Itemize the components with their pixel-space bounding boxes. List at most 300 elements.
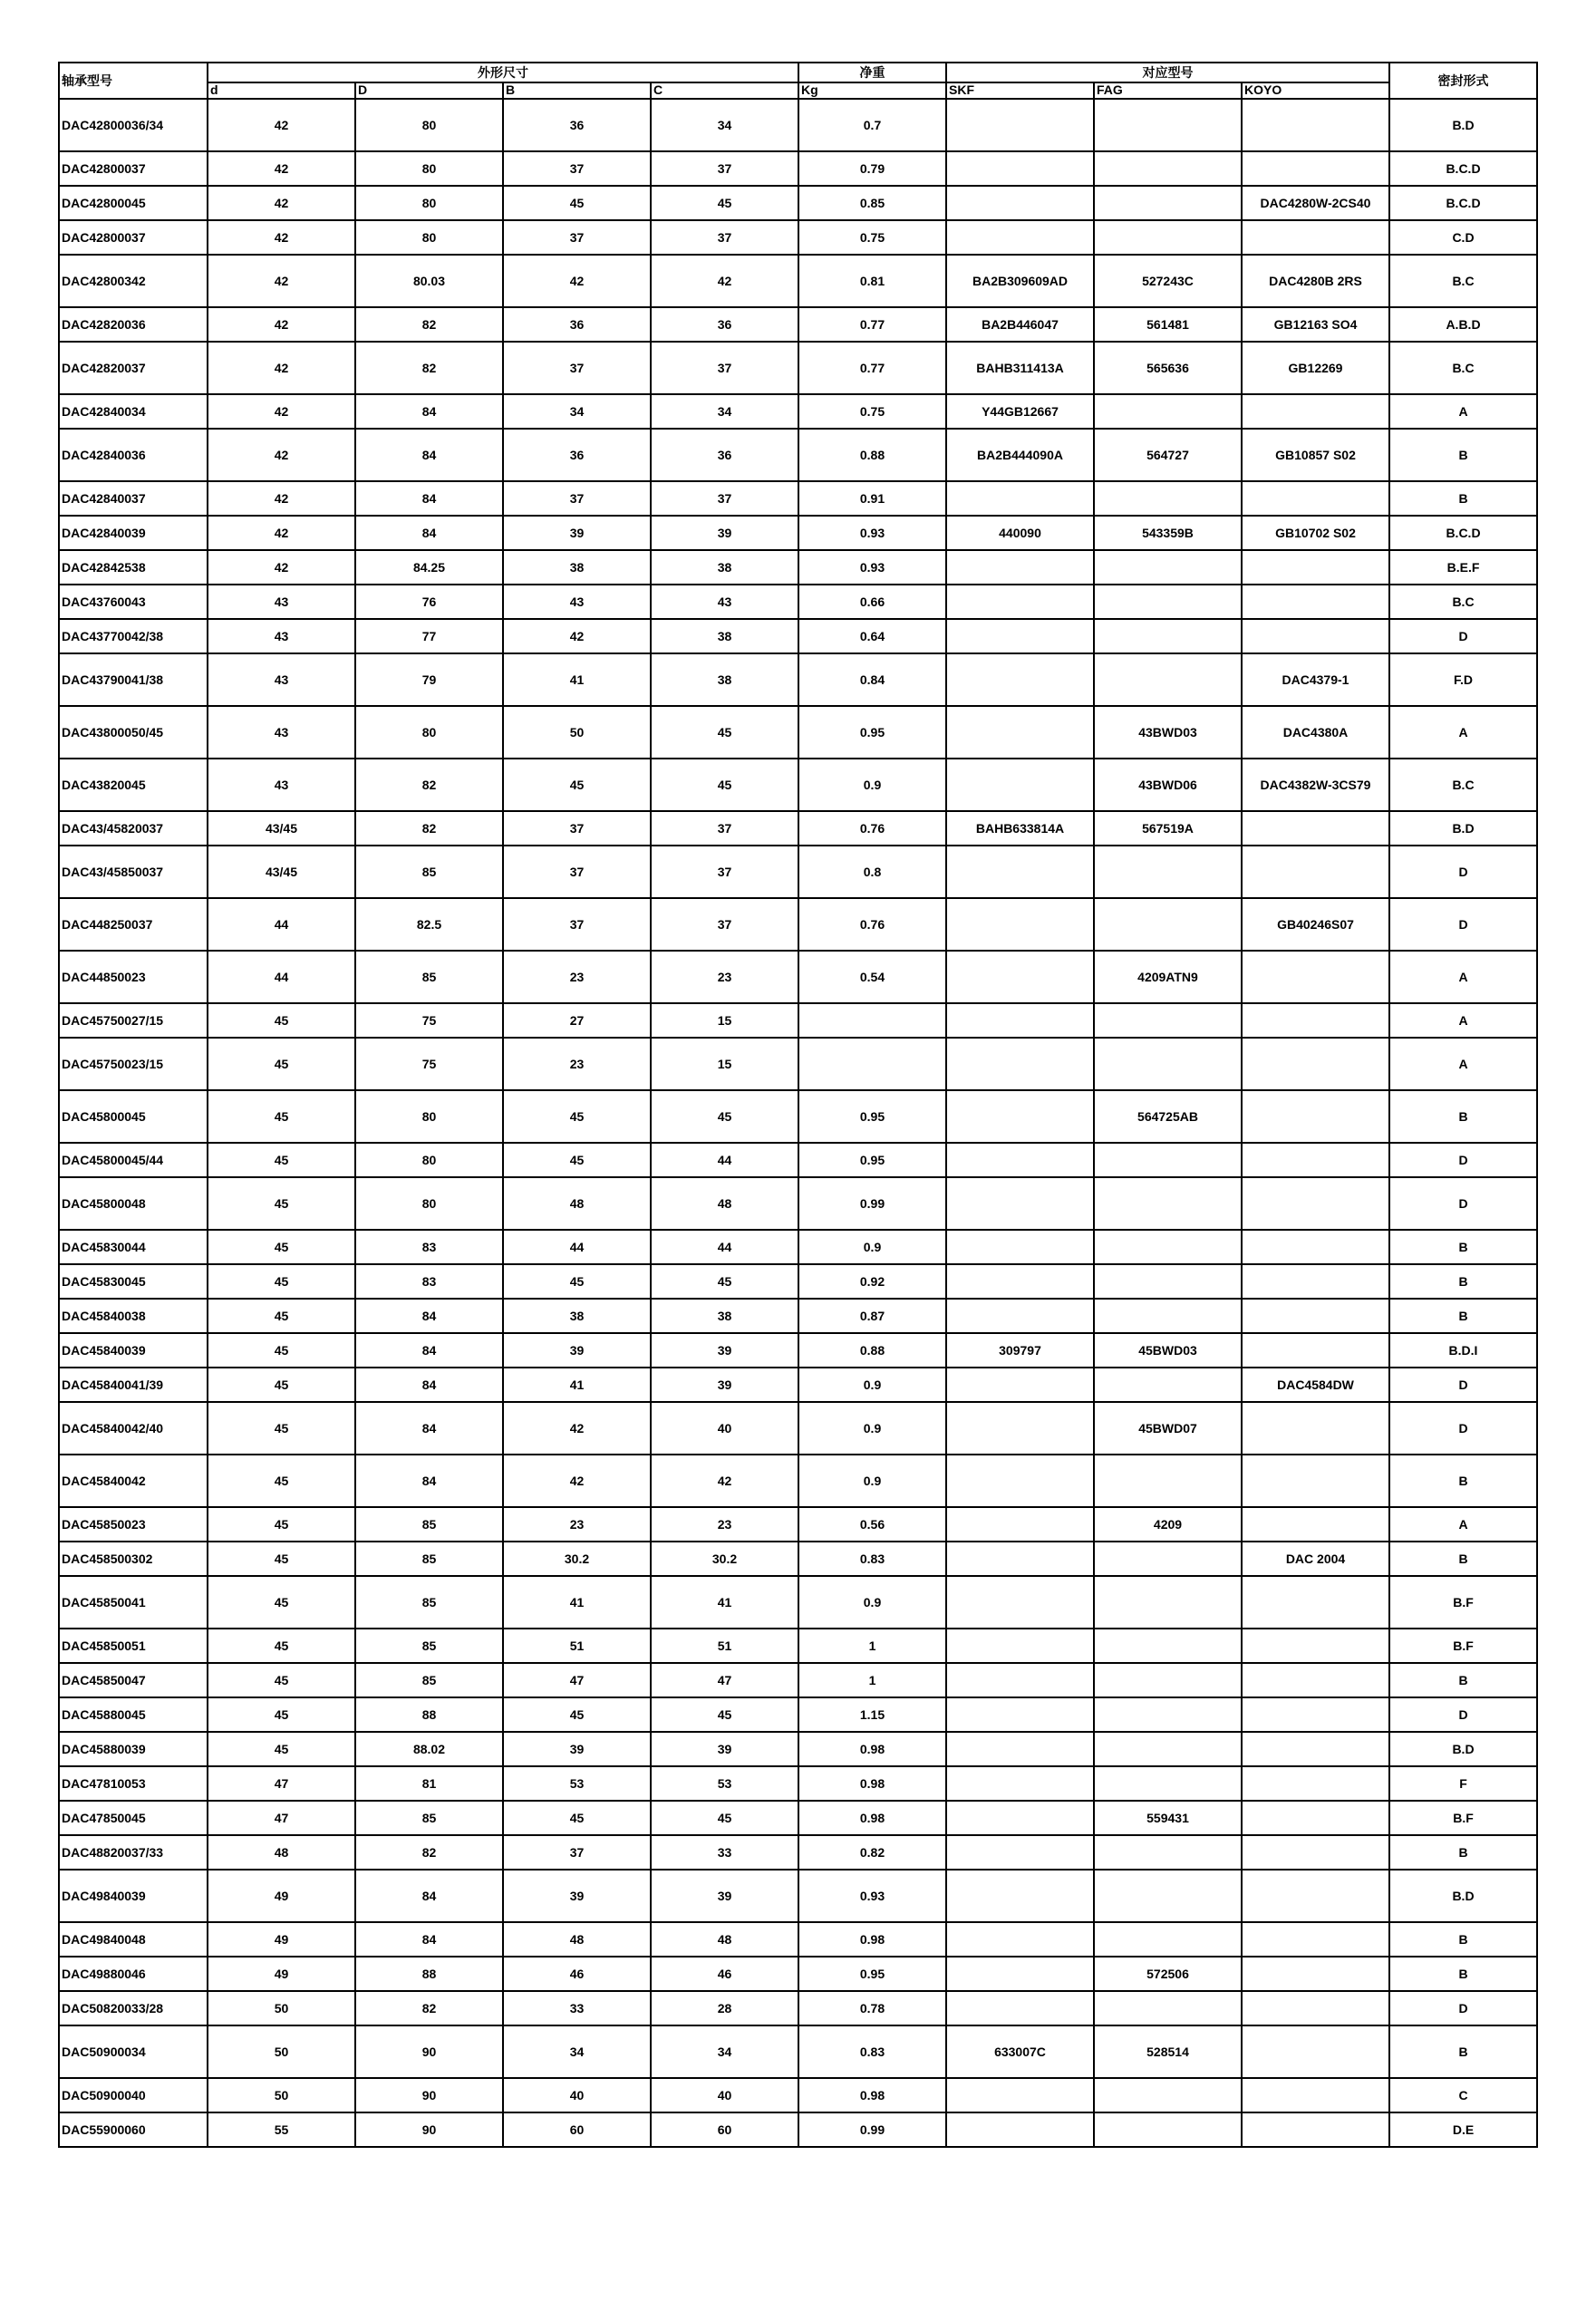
cell-D: 75 — [355, 1038, 503, 1090]
cell-skf — [946, 1368, 1094, 1402]
cell-C: 30.2 — [651, 1542, 798, 1576]
cell-D: 85 — [355, 1801, 503, 1835]
cell-koyo — [1242, 151, 1389, 186]
cell-koyo — [1242, 1230, 1389, 1264]
header-D: D — [355, 82, 503, 99]
cell-kg: 0.84 — [798, 653, 946, 706]
cell-d: 43 — [208, 759, 355, 811]
cell-skf — [946, 1177, 1094, 1230]
cell-skf — [946, 585, 1094, 619]
table-row — [59, 1663, 1537, 1697]
cell-kg: 0.93 — [798, 1870, 946, 1922]
cell-seal: D — [1389, 1143, 1537, 1177]
cell-fag: 572506 — [1094, 1957, 1242, 1991]
cell-B: 44 — [503, 1230, 651, 1264]
cell-seal: D — [1389, 619, 1537, 653]
cell-C: 23 — [651, 951, 798, 1003]
table-body — [59, 99, 1537, 2147]
cell-B: 48 — [503, 1177, 651, 1230]
cell-B: 42 — [503, 1402, 651, 1455]
cell-kg — [798, 1003, 946, 1038]
table-row — [59, 342, 1537, 394]
cell-seal: B.C — [1389, 585, 1537, 619]
cell-B: 42 — [503, 619, 651, 653]
cell-D: 88 — [355, 1697, 503, 1732]
cell-C: 42 — [651, 255, 798, 307]
cell-C: 47 — [651, 1663, 798, 1697]
cell-model: DAC45840039 — [59, 1333, 208, 1368]
table-row — [59, 220, 1537, 255]
table-row — [59, 759, 1537, 811]
cell-d: 47 — [208, 1801, 355, 1835]
cell-skf — [946, 1003, 1094, 1038]
cell-B: 50 — [503, 706, 651, 759]
cell-B: 36 — [503, 99, 651, 151]
cell-fag — [1094, 846, 1242, 898]
cell-koyo — [1242, 1090, 1389, 1143]
table-row — [59, 951, 1537, 1003]
cell-skf — [946, 653, 1094, 706]
cell-C: 34 — [651, 99, 798, 151]
cell-C: 37 — [651, 846, 798, 898]
cell-kg: 0.9 — [798, 759, 946, 811]
table-row — [59, 1870, 1537, 1922]
cell-model: DAC45750023/15 — [59, 1038, 208, 1090]
cell-model: DAC43770042/38 — [59, 619, 208, 653]
cell-model: DAC50900034 — [59, 2025, 208, 2078]
cell-B: 48 — [503, 1922, 651, 1957]
cell-B: 37 — [503, 811, 651, 846]
cell-D: 82 — [355, 1991, 503, 2025]
cell-fag — [1094, 1766, 1242, 1801]
cell-fag — [1094, 1663, 1242, 1697]
cell-skf — [946, 846, 1094, 898]
cell-model: DAC50900040 — [59, 2078, 208, 2112]
cell-fag — [1094, 1264, 1242, 1299]
cell-B: 36 — [503, 307, 651, 342]
table-row — [59, 1177, 1537, 1230]
cell-skf — [946, 186, 1094, 220]
table-row — [59, 307, 1537, 342]
cell-fag: 559431 — [1094, 1801, 1242, 1835]
cell-B: 39 — [503, 516, 651, 550]
cell-B: 37 — [503, 481, 651, 516]
cell-koyo — [1242, 1629, 1389, 1663]
cell-B: 53 — [503, 1766, 651, 1801]
cell-D: 84 — [355, 1402, 503, 1455]
cell-kg: 0.95 — [798, 1143, 946, 1177]
cell-kg: 0.98 — [798, 1766, 946, 1801]
cell-seal: B.C — [1389, 255, 1537, 307]
cell-B: 42 — [503, 255, 651, 307]
table-row — [59, 1402, 1537, 1455]
header-weight-group: 净重 — [798, 63, 946, 82]
cell-skf: 440090 — [946, 516, 1094, 550]
cell-fag: 567519A — [1094, 811, 1242, 846]
cell-koyo: DAC4584DW — [1242, 1368, 1389, 1402]
cell-seal: D.E — [1389, 2112, 1537, 2147]
cell-koyo — [1242, 550, 1389, 585]
cell-d: 45 — [208, 1576, 355, 1629]
table-row — [59, 811, 1537, 846]
cell-koyo — [1242, 394, 1389, 429]
cell-fag — [1094, 481, 1242, 516]
cell-D: 90 — [355, 2078, 503, 2112]
cell-B: 45 — [503, 759, 651, 811]
table-row — [59, 99, 1537, 151]
cell-d: 44 — [208, 951, 355, 1003]
table-row — [59, 653, 1537, 706]
cell-model: DAC45830045 — [59, 1264, 208, 1299]
cell-skf — [946, 1801, 1094, 1835]
cell-D: 80 — [355, 706, 503, 759]
cell-d: 45 — [208, 1143, 355, 1177]
cell-model: DAC44850023 — [59, 951, 208, 1003]
cell-skf — [946, 619, 1094, 653]
cell-skf: BA2B446047 — [946, 307, 1094, 342]
cell-skf: 633007C — [946, 2025, 1094, 2078]
cell-kg: 0.87 — [798, 1299, 946, 1333]
cell-B: 38 — [503, 1299, 651, 1333]
cell-model: DAC43800050/45 — [59, 706, 208, 759]
cell-C: 37 — [651, 220, 798, 255]
cell-C: 43 — [651, 585, 798, 619]
cell-model: DAC42800036/34 — [59, 99, 208, 151]
cell-B: 37 — [503, 151, 651, 186]
cell-C: 39 — [651, 1368, 798, 1402]
cell-seal: A — [1389, 951, 1537, 1003]
cell-B: 39 — [503, 1333, 651, 1368]
cell-C: 37 — [651, 898, 798, 951]
cell-D: 84 — [355, 516, 503, 550]
cell-seal: B — [1389, 429, 1537, 481]
cell-skf — [946, 2078, 1094, 2112]
table-row — [59, 619, 1537, 653]
cell-d: 49 — [208, 1957, 355, 1991]
cell-D: 84 — [355, 1455, 503, 1507]
cell-model: DAC45880045 — [59, 1697, 208, 1732]
cell-seal: B — [1389, 1299, 1537, 1333]
cell-kg: 0.92 — [798, 1264, 946, 1299]
cell-D: 82 — [355, 811, 503, 846]
cell-koyo — [1242, 1038, 1389, 1090]
cell-skf — [946, 1507, 1094, 1542]
cell-d: 42 — [208, 99, 355, 151]
cell-model: DAC43/45820037 — [59, 811, 208, 846]
cell-D: 84 — [355, 1368, 503, 1402]
cell-B: 45 — [503, 1697, 651, 1732]
cell-koyo — [1242, 1264, 1389, 1299]
cell-seal: B.C — [1389, 342, 1537, 394]
cell-D: 84 — [355, 1870, 503, 1922]
cell-B: 41 — [503, 1368, 651, 1402]
cell-kg: 0.83 — [798, 2025, 946, 2078]
cell-B: 43 — [503, 585, 651, 619]
cell-B: 23 — [503, 1038, 651, 1090]
cell-kg: 0.82 — [798, 1835, 946, 1870]
table-row — [59, 1766, 1537, 1801]
cell-d: 50 — [208, 2025, 355, 2078]
cell-kg: 0.9 — [798, 1402, 946, 1455]
cell-fag — [1094, 2112, 1242, 2147]
cell-skf: BAHB633814A — [946, 811, 1094, 846]
table-row — [59, 1368, 1537, 1402]
cell-skf — [946, 951, 1094, 1003]
cell-fag: 564725AB — [1094, 1090, 1242, 1143]
cell-C: 53 — [651, 1766, 798, 1801]
cell-skf: BAHB311413A — [946, 342, 1094, 394]
cell-D: 84 — [355, 1922, 503, 1957]
cell-C: 44 — [651, 1230, 798, 1264]
cell-fag — [1094, 394, 1242, 429]
cell-D: 90 — [355, 2112, 503, 2147]
cell-seal: B.C — [1389, 759, 1537, 811]
cell-skf — [946, 220, 1094, 255]
cell-d: 43/45 — [208, 846, 355, 898]
cell-model: DAC42800045 — [59, 186, 208, 220]
cell-fag — [1094, 1177, 1242, 1230]
cell-seal: B — [1389, 1922, 1537, 1957]
cell-skf — [946, 898, 1094, 951]
cell-d: 43 — [208, 653, 355, 706]
cell-C: 45 — [651, 1697, 798, 1732]
cell-D: 82 — [355, 342, 503, 394]
cell-D: 80.03 — [355, 255, 503, 307]
cell-koyo — [1242, 619, 1389, 653]
header-model: 轴承型号 — [59, 63, 208, 99]
cell-skf: BA2B309609AD — [946, 255, 1094, 307]
cell-B: 39 — [503, 1870, 651, 1922]
cell-seal: B.D.I — [1389, 1333, 1537, 1368]
cell-fag: 43BWD06 — [1094, 759, 1242, 811]
cell-skf — [946, 1299, 1094, 1333]
cell-C: 39 — [651, 1870, 798, 1922]
cell-seal: F.D — [1389, 653, 1537, 706]
cell-koyo — [1242, 1402, 1389, 1455]
cell-D: 85 — [355, 846, 503, 898]
cell-C: 45 — [651, 186, 798, 220]
cell-C: 40 — [651, 1402, 798, 1455]
cell-model: DAC45880039 — [59, 1732, 208, 1766]
cell-D: 85 — [355, 1507, 503, 1542]
cell-model: DAC448250037 — [59, 898, 208, 951]
cell-d: 45 — [208, 1264, 355, 1299]
cell-seal: B — [1389, 1542, 1537, 1576]
cell-model: DAC458500302 — [59, 1542, 208, 1576]
cell-seal: C.D — [1389, 220, 1537, 255]
cell-model: DAC45850051 — [59, 1629, 208, 1663]
cell-C: 45 — [651, 1090, 798, 1143]
cell-D: 82 — [355, 307, 503, 342]
cell-koyo: DAC4280B 2RS — [1242, 255, 1389, 307]
cell-d: 45 — [208, 1038, 355, 1090]
bearing-spec-table — [58, 62, 1538, 2148]
cell-koyo — [1242, 811, 1389, 846]
cell-model: DAC45850041 — [59, 1576, 208, 1629]
bearing-table-sheet — [58, 62, 1538, 2148]
cell-skf — [946, 759, 1094, 811]
cell-skf — [946, 1230, 1094, 1264]
cell-B: 33 — [503, 1991, 651, 2025]
cell-d: 45 — [208, 1402, 355, 1455]
cell-seal: B.C.D — [1389, 186, 1537, 220]
cell-B: 37 — [503, 342, 651, 394]
cell-koyo — [1242, 2025, 1389, 2078]
cell-B: 38 — [503, 550, 651, 585]
cell-model: DAC50820033/28 — [59, 1991, 208, 2025]
cell-seal: A — [1389, 1507, 1537, 1542]
cell-fag — [1094, 1697, 1242, 1732]
cell-d: 45 — [208, 1629, 355, 1663]
cell-kg: 0.56 — [798, 1507, 946, 1542]
table-row — [59, 1922, 1537, 1957]
cell-model: DAC45840042 — [59, 1455, 208, 1507]
cell-skf — [946, 151, 1094, 186]
cell-d: 42 — [208, 516, 355, 550]
cell-skf — [946, 1766, 1094, 1801]
cell-D: 84 — [355, 1333, 503, 1368]
cell-d: 42 — [208, 481, 355, 516]
cell-skf — [946, 1732, 1094, 1766]
table-row — [59, 394, 1537, 429]
cell-d: 49 — [208, 1922, 355, 1957]
table-row — [59, 706, 1537, 759]
table-row — [59, 2025, 1537, 2078]
cell-kg: 0.8 — [798, 846, 946, 898]
cell-skf — [946, 1991, 1094, 2025]
cell-koyo — [1242, 1922, 1389, 1957]
cell-C: 45 — [651, 1801, 798, 1835]
cell-D: 76 — [355, 585, 503, 619]
cell-seal: B — [1389, 1264, 1537, 1299]
cell-koyo — [1242, 1177, 1389, 1230]
cell-d: 42 — [208, 220, 355, 255]
cell-model: DAC45830044 — [59, 1230, 208, 1264]
cell-D: 85 — [355, 1542, 503, 1576]
cell-seal: C — [1389, 2078, 1537, 2112]
cell-seal: B.D — [1389, 1870, 1537, 1922]
cell-fag: 45BWD03 — [1094, 1333, 1242, 1368]
cell-D: 85 — [355, 1663, 503, 1697]
cell-fag — [1094, 99, 1242, 151]
cell-koyo — [1242, 1663, 1389, 1697]
cell-d: 45 — [208, 1542, 355, 1576]
cell-B: 39 — [503, 1732, 651, 1766]
cell-d: 42 — [208, 307, 355, 342]
table-row — [59, 1455, 1537, 1507]
cell-seal: B — [1389, 1957, 1537, 1991]
cell-skf — [946, 1090, 1094, 1143]
cell-d: 45 — [208, 1003, 355, 1038]
table-row — [59, 1003, 1537, 1038]
table-row — [59, 1697, 1537, 1732]
cell-fag — [1094, 1835, 1242, 1870]
cell-skf — [946, 550, 1094, 585]
cell-kg: 0.77 — [798, 342, 946, 394]
cell-C: 23 — [651, 1507, 798, 1542]
table-row — [59, 2078, 1537, 2112]
cell-C: 37 — [651, 811, 798, 846]
cell-d: 45 — [208, 1507, 355, 1542]
cell-model: DAC55900060 — [59, 2112, 208, 2147]
cell-skf — [946, 1038, 1094, 1090]
cell-fag — [1094, 1991, 1242, 2025]
cell-skf — [946, 481, 1094, 516]
cell-koyo: DAC4379-1 — [1242, 653, 1389, 706]
cell-fag — [1094, 1299, 1242, 1333]
cell-skf — [946, 1143, 1094, 1177]
cell-C: 38 — [651, 619, 798, 653]
cell-koyo: DAC4382W-3CS79 — [1242, 759, 1389, 811]
table-row — [59, 1090, 1537, 1143]
cell-D: 82.5 — [355, 898, 503, 951]
cell-fag — [1094, 619, 1242, 653]
cell-skf — [946, 1870, 1094, 1922]
cell-kg: 0.81 — [798, 255, 946, 307]
cell-seal: F — [1389, 1766, 1537, 1801]
cell-skf — [946, 1835, 1094, 1870]
cell-model: DAC42842538 — [59, 550, 208, 585]
cell-fag — [1094, 1576, 1242, 1629]
cell-B: 46 — [503, 1957, 651, 1991]
cell-B: 30.2 — [503, 1542, 651, 1576]
cell-model: DAC43790041/38 — [59, 653, 208, 706]
cell-D: 83 — [355, 1230, 503, 1264]
table-row — [59, 481, 1537, 516]
cell-d: 45 — [208, 1455, 355, 1507]
cell-kg: 0.93 — [798, 550, 946, 585]
cell-C: 39 — [651, 516, 798, 550]
cell-B: 42 — [503, 1455, 651, 1507]
cell-kg: 0.98 — [798, 1801, 946, 1835]
cell-skf — [946, 1629, 1094, 1663]
cell-kg — [798, 1038, 946, 1090]
cell-model: DAC42840034 — [59, 394, 208, 429]
cell-B: 23 — [503, 951, 651, 1003]
cell-model: DAC42800037 — [59, 151, 208, 186]
table-row — [59, 550, 1537, 585]
cell-koyo — [1242, 1732, 1389, 1766]
cell-kg: 0.75 — [798, 394, 946, 429]
cell-D: 85 — [355, 1576, 503, 1629]
cell-model: DAC47810053 — [59, 1766, 208, 1801]
cell-D: 90 — [355, 2025, 503, 2078]
cell-model: DAC49840039 — [59, 1870, 208, 1922]
cell-B: 37 — [503, 220, 651, 255]
cell-d: 42 — [208, 151, 355, 186]
cell-seal: B.C.D — [1389, 516, 1537, 550]
cell-model: DAC45850047 — [59, 1663, 208, 1697]
cell-d: 42 — [208, 342, 355, 394]
cell-kg: 0.9 — [798, 1455, 946, 1507]
cell-fag — [1094, 653, 1242, 706]
cell-skf — [946, 1697, 1094, 1732]
header-C: C — [651, 82, 798, 99]
cell-seal: B.D — [1389, 99, 1537, 151]
cell-model: DAC42820036 — [59, 307, 208, 342]
cell-D: 80 — [355, 186, 503, 220]
cell-model: DAC43/45850037 — [59, 846, 208, 898]
cell-kg: 0.95 — [798, 706, 946, 759]
cell-D: 75 — [355, 1003, 503, 1038]
cell-D: 80 — [355, 220, 503, 255]
cell-D: 88 — [355, 1957, 503, 1991]
cell-skf: BA2B444090A — [946, 429, 1094, 481]
cell-koyo — [1242, 1801, 1389, 1835]
cell-B: 40 — [503, 2078, 651, 2112]
cell-kg: 0.83 — [798, 1542, 946, 1576]
cell-seal: B.F — [1389, 1576, 1537, 1629]
